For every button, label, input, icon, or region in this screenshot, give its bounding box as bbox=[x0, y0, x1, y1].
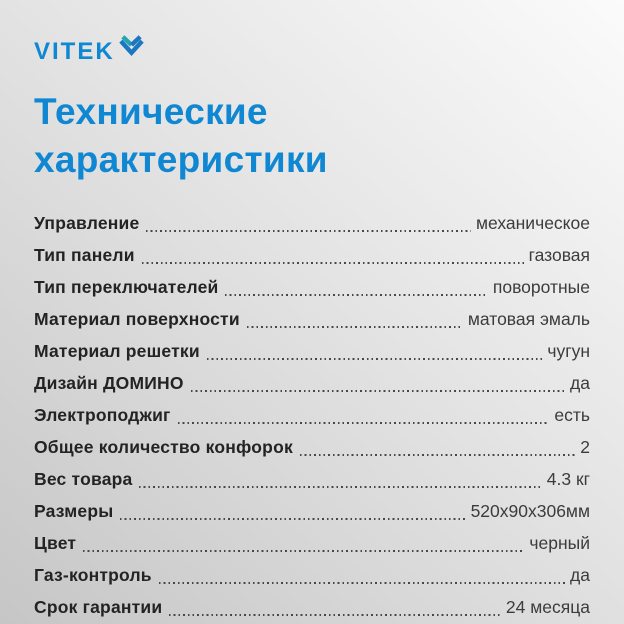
spec-label: Газ-контроль bbox=[34, 564, 152, 585]
dotted-leader bbox=[159, 582, 565, 584]
spec-list bbox=[34, 205, 590, 621]
spec-value: чугун bbox=[547, 340, 590, 361]
dotted-leader bbox=[120, 518, 465, 520]
spec-row bbox=[34, 365, 590, 397]
spec-label: Срок гарантии bbox=[34, 596, 163, 617]
spec-label: Цвет bbox=[34, 532, 77, 553]
spec-label: Материал поверхности bbox=[34, 308, 240, 329]
spec-value: 2 bbox=[580, 436, 590, 457]
spec-row bbox=[34, 237, 590, 269]
page-title-line2: характеристики bbox=[34, 139, 328, 180]
dotted-leader bbox=[83, 550, 524, 552]
spec-row bbox=[34, 557, 590, 589]
spec-row bbox=[34, 205, 590, 237]
spec-row bbox=[34, 589, 590, 621]
dotted-leader bbox=[300, 454, 575, 456]
brand-logo bbox=[34, 32, 590, 66]
dotted-leader bbox=[207, 358, 543, 360]
spec-label: Размеры bbox=[34, 500, 114, 521]
spec-row bbox=[34, 333, 590, 365]
spec-card bbox=[34, 32, 590, 621]
spec-label: Тип переключателей bbox=[34, 276, 219, 297]
spec-value: матовая эмаль bbox=[467, 308, 590, 329]
spec-label: Тип панели bbox=[34, 244, 135, 265]
spec-row bbox=[34, 429, 590, 461]
page-title-line1: Технические bbox=[34, 91, 268, 132]
dotted-leader bbox=[139, 486, 541, 488]
spec-value: есть bbox=[554, 404, 590, 425]
dotted-leader bbox=[247, 326, 463, 328]
spec-row bbox=[34, 301, 590, 333]
spec-value: черный bbox=[529, 532, 590, 553]
spec-value: да bbox=[570, 564, 590, 585]
spec-label: Управление bbox=[34, 212, 140, 233]
spec-label: Общее количество конфорок bbox=[34, 436, 293, 457]
spec-row bbox=[34, 493, 590, 525]
spec-value: 520х90х306мм bbox=[470, 500, 590, 521]
page-title bbox=[34, 88, 590, 184]
spec-value: механическое bbox=[475, 212, 590, 233]
spec-label: Электроподжиг bbox=[34, 404, 171, 425]
spec-value: газовая bbox=[528, 244, 590, 265]
dotted-leader bbox=[178, 422, 550, 424]
dotted-leader bbox=[191, 390, 565, 392]
spec-label: Материал решетки bbox=[34, 340, 200, 361]
dotted-leader bbox=[146, 230, 471, 232]
spec-value: да bbox=[570, 372, 590, 393]
dotted-leader bbox=[225, 294, 487, 296]
spec-label: Дизайн ДОМИНО bbox=[34, 372, 184, 393]
dotted-leader bbox=[169, 614, 501, 616]
spec-row bbox=[34, 461, 590, 493]
spec-value: поворотные bbox=[492, 276, 590, 297]
spec-value: 24 месяца bbox=[505, 596, 590, 617]
brand-wordmark: VITEK bbox=[34, 38, 115, 65]
spec-row bbox=[34, 269, 590, 301]
spec-value: 4.3 кг bbox=[546, 468, 590, 489]
dotted-leader bbox=[142, 262, 524, 264]
brand-heart-icon bbox=[118, 32, 145, 59]
spec-label: Вес товара bbox=[34, 468, 133, 489]
spec-row bbox=[34, 397, 590, 429]
spec-row bbox=[34, 525, 590, 557]
